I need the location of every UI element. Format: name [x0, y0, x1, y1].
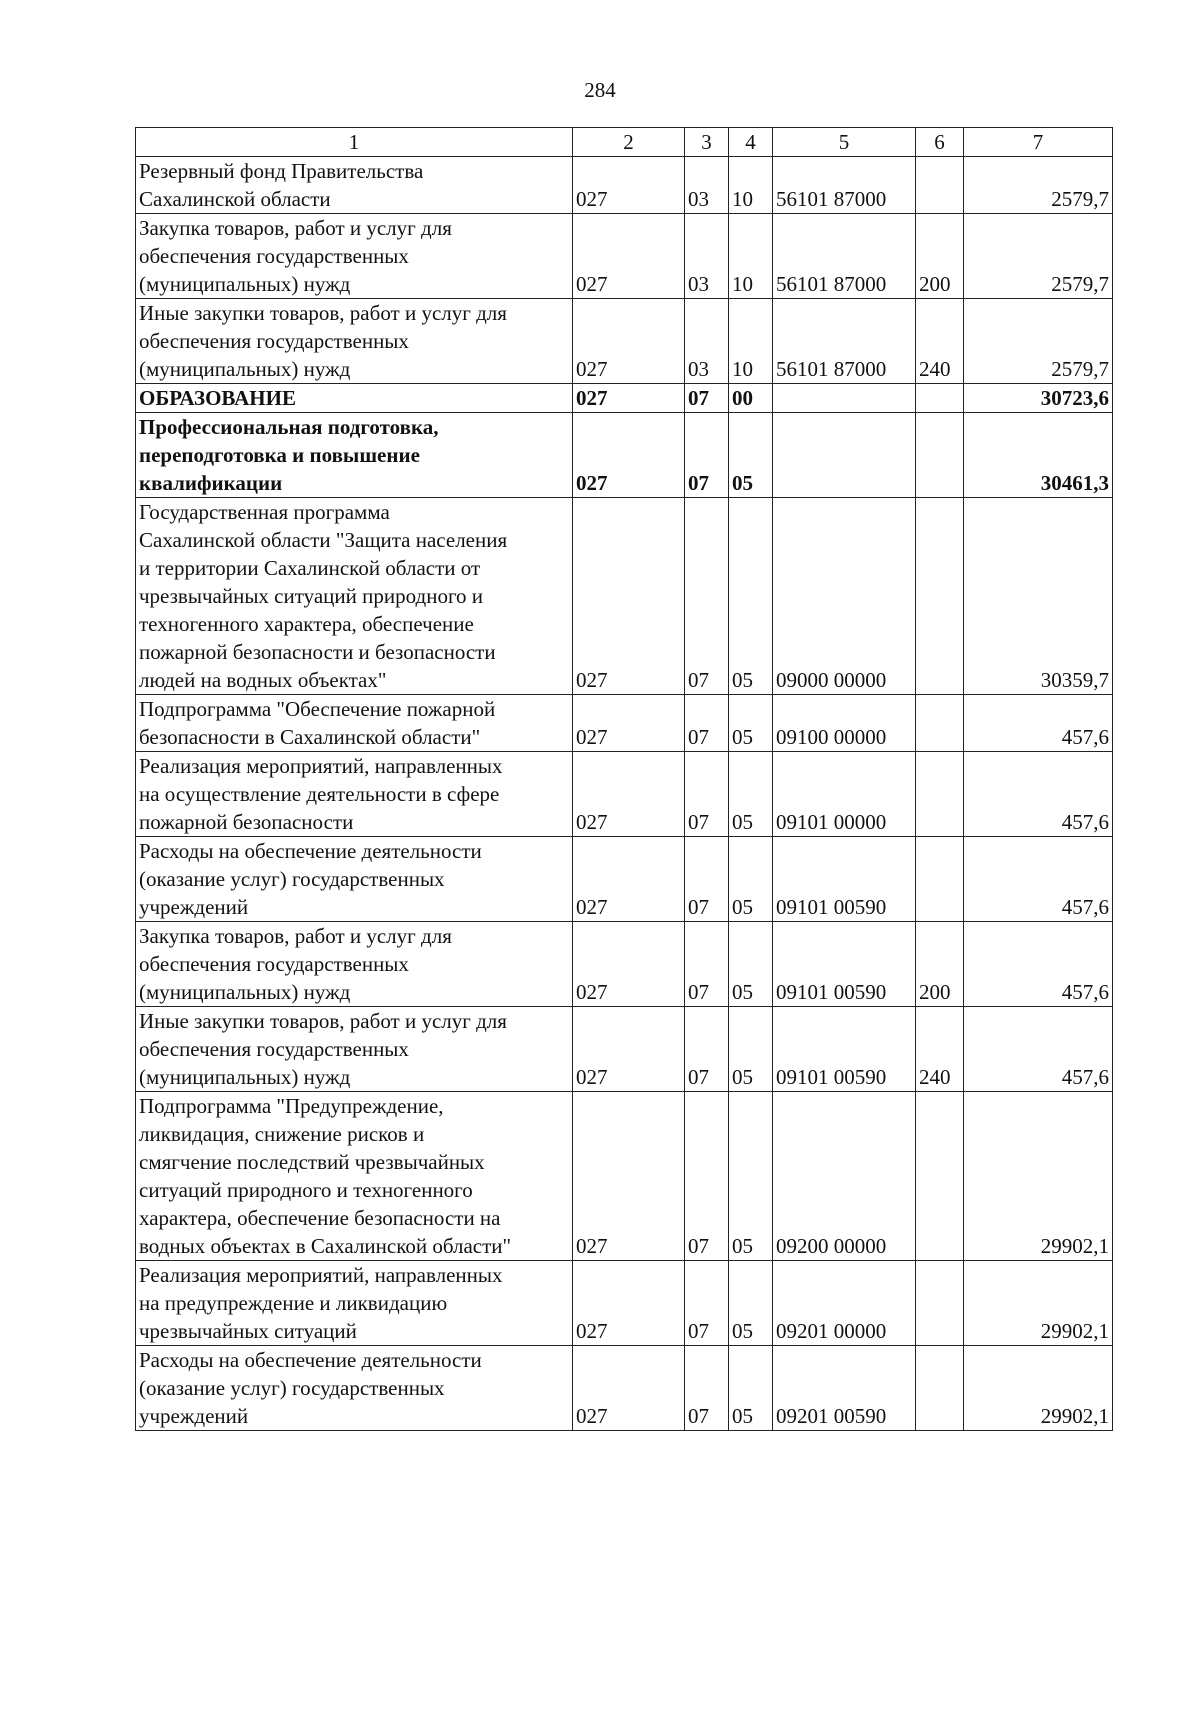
- row-subsection-code: 10: [729, 157, 773, 214]
- row-ministry-code: 027: [573, 299, 685, 384]
- row-expense-type: [916, 384, 964, 413]
- row-amount: 29902,1: [964, 1346, 1113, 1431]
- row-section-code: 07: [685, 695, 729, 752]
- row-expense-type: 200: [916, 922, 964, 1007]
- row-name: Иные закупки товаров, работ и услуг для обеспечения государственных (муниципальных) нужд: [136, 1007, 573, 1092]
- row-name: Реализация мероприятий, направленных на осуществление деятельности в сфере пожарной безопасности: [136, 752, 573, 837]
- row-name: Реализация мероприятий, направленных на предупреждение и ликвидацию чрезвычайных ситуаций: [136, 1261, 573, 1346]
- row-ministry-code: 027: [573, 922, 685, 1007]
- row-amount: 30461,3: [964, 413, 1113, 498]
- row-section-code: 03: [685, 157, 729, 214]
- row-ministry-code: 027: [573, 752, 685, 837]
- row-section-code: 07: [685, 1261, 729, 1346]
- row-name: ОБРАЗОВАНИЕ: [136, 384, 573, 413]
- row-target-code: 09101 00590: [773, 837, 916, 922]
- row-name: Иные закупки товаров, работ и услуг для обеспечения государственных (муниципальных) нужд: [136, 299, 573, 384]
- header-col-4: 4: [729, 128, 773, 157]
- row-amount: 29902,1: [964, 1092, 1113, 1261]
- row-expense-type: [916, 1092, 964, 1261]
- row-subsection-code: 05: [729, 413, 773, 498]
- row-ministry-code: 027: [573, 1092, 685, 1261]
- row-target-code: 09101 00590: [773, 1007, 916, 1092]
- row-subsection-code: 10: [729, 299, 773, 384]
- row-section-code: 03: [685, 299, 729, 384]
- table-row: [136, 922, 1113, 1007]
- row-name: Закупка товаров, работ и услуг для обеспечения государственных (муниципальных) нужд: [136, 214, 573, 299]
- row-target-code: 09201 00000: [773, 1261, 916, 1346]
- row-subsection-code: 05: [729, 1092, 773, 1261]
- row-section-code: 07: [685, 922, 729, 1007]
- row-expense-type: [916, 498, 964, 695]
- table-body: [136, 157, 1113, 1431]
- row-amount: 457,6: [964, 922, 1113, 1007]
- row-expense-type: 240: [916, 1007, 964, 1092]
- row-amount: 457,6: [964, 837, 1113, 922]
- header-col-7: 7: [964, 128, 1113, 157]
- row-target-code: [773, 413, 916, 498]
- table-row: [136, 1261, 1113, 1346]
- row-expense-type: [916, 695, 964, 752]
- row-subsection-code: 05: [729, 1261, 773, 1346]
- row-ministry-code: 027: [573, 157, 685, 214]
- row-section-code: 07: [685, 837, 729, 922]
- row-target-code: 56101 87000: [773, 299, 916, 384]
- row-target-code: 09101 00000: [773, 752, 916, 837]
- header-row: [136, 128, 1113, 157]
- row-name: Расходы на обеспечение деятельности (оказание услуг) государственных учреждений: [136, 837, 573, 922]
- row-section-code: 03: [685, 214, 729, 299]
- table-row: [136, 413, 1113, 498]
- budget-table: [135, 127, 1113, 1431]
- row-ministry-code: 027: [573, 1261, 685, 1346]
- table-row: [136, 384, 1113, 413]
- row-section-code: 07: [685, 1092, 729, 1261]
- row-name: Расходы на обеспечение деятельности (оказание услуг) государственных учреждений: [136, 1346, 573, 1431]
- row-expense-type: [916, 157, 964, 214]
- row-target-code: [773, 384, 916, 413]
- table-row: [136, 837, 1113, 922]
- row-name: Профессиональная подготовка, переподготовка и повышение квалификации: [136, 413, 573, 498]
- row-amount: 29902,1: [964, 1261, 1113, 1346]
- row-subsection-code: 05: [729, 1007, 773, 1092]
- row-expense-type: [916, 1261, 964, 1346]
- row-ministry-code: 027: [573, 837, 685, 922]
- table-row: [136, 752, 1113, 837]
- row-expense-type: 240: [916, 299, 964, 384]
- row-target-code: 09100 00000: [773, 695, 916, 752]
- header-col-5: 5: [773, 128, 916, 157]
- row-amount: 457,6: [964, 695, 1113, 752]
- row-target-code: 09200 00000: [773, 1092, 916, 1261]
- table-row: [136, 1007, 1113, 1092]
- row-ministry-code: 027: [573, 214, 685, 299]
- row-ministry-code: 027: [573, 1346, 685, 1431]
- page-number: 284: [584, 78, 616, 102]
- row-section-code: 07: [685, 413, 729, 498]
- row-amount: 2579,7: [964, 299, 1113, 384]
- row-subsection-code: 05: [729, 837, 773, 922]
- row-amount: 30359,7: [964, 498, 1113, 695]
- row-ministry-code: 027: [573, 695, 685, 752]
- table-row: [136, 1092, 1113, 1261]
- row-amount: 2579,7: [964, 214, 1113, 299]
- row-name: Закупка товаров, работ и услуг для обеспечения государственных (муниципальных) нужд: [136, 922, 573, 1007]
- row-subsection-code: 05: [729, 1346, 773, 1431]
- table-row: [136, 695, 1113, 752]
- table-row: [136, 498, 1113, 695]
- table-row: [136, 1346, 1113, 1431]
- row-expense-type: [916, 752, 964, 837]
- row-name: Подпрограмма "Предупреждение, ликвидация, снижение рисков и смягчение последствий чрезвычайных ситуаций природного и техногенного характера, обеспечение безопасности на водных объектах в Сахалинской области": [136, 1092, 573, 1261]
- row-target-code: 09201 00590: [773, 1346, 916, 1431]
- row-section-code: 07: [685, 752, 729, 837]
- row-target-code: 56101 87000: [773, 157, 916, 214]
- row-subsection-code: 05: [729, 922, 773, 1007]
- row-expense-type: [916, 837, 964, 922]
- row-subsection-code: 05: [729, 752, 773, 837]
- row-section-code: 07: [685, 1346, 729, 1431]
- row-name: Государственная программа Сахалинской области "Защита населения и территории Сахалинской области от чрезвычайных ситуаций природного и техногенного характера, обеспечение пожарной безопасности и безопасности людей на водных объектах": [136, 498, 573, 695]
- row-amount: 2579,7: [964, 157, 1113, 214]
- row-target-code: 09000 00000: [773, 498, 916, 695]
- table-row: [136, 214, 1113, 299]
- row-expense-type: [916, 413, 964, 498]
- row-target-code: 56101 87000: [773, 214, 916, 299]
- header-col-1: 1: [136, 128, 573, 157]
- row-subsection-code: 05: [729, 498, 773, 695]
- row-subsection-code: 05: [729, 695, 773, 752]
- row-name: Резервный фонд Правительства Сахалинской области: [136, 157, 573, 214]
- header-col-3: 3: [685, 128, 729, 157]
- table-row: [136, 157, 1113, 214]
- row-amount: 457,6: [964, 1007, 1113, 1092]
- row-section-code: 07: [685, 498, 729, 695]
- row-ministry-code: 027: [573, 384, 685, 413]
- row-ministry-code: 027: [573, 413, 685, 498]
- row-amount: 457,6: [964, 752, 1113, 837]
- row-expense-type: 200: [916, 214, 964, 299]
- header-col-2: 2: [573, 128, 685, 157]
- row-subsection-code: 10: [729, 214, 773, 299]
- header-col-6: 6: [916, 128, 964, 157]
- row-section-code: 07: [685, 1007, 729, 1092]
- row-ministry-code: 027: [573, 1007, 685, 1092]
- row-name: Подпрограмма "Обеспечение пожарной безопасности в Сахалинской области": [136, 695, 573, 752]
- table-row: [136, 299, 1113, 384]
- row-ministry-code: 027: [573, 498, 685, 695]
- row-section-code: 07: [685, 384, 729, 413]
- row-subsection-code: 00: [729, 384, 773, 413]
- row-expense-type: [916, 1346, 964, 1431]
- row-target-code: 09101 00590: [773, 922, 916, 1007]
- row-amount: 30723,6: [964, 384, 1113, 413]
